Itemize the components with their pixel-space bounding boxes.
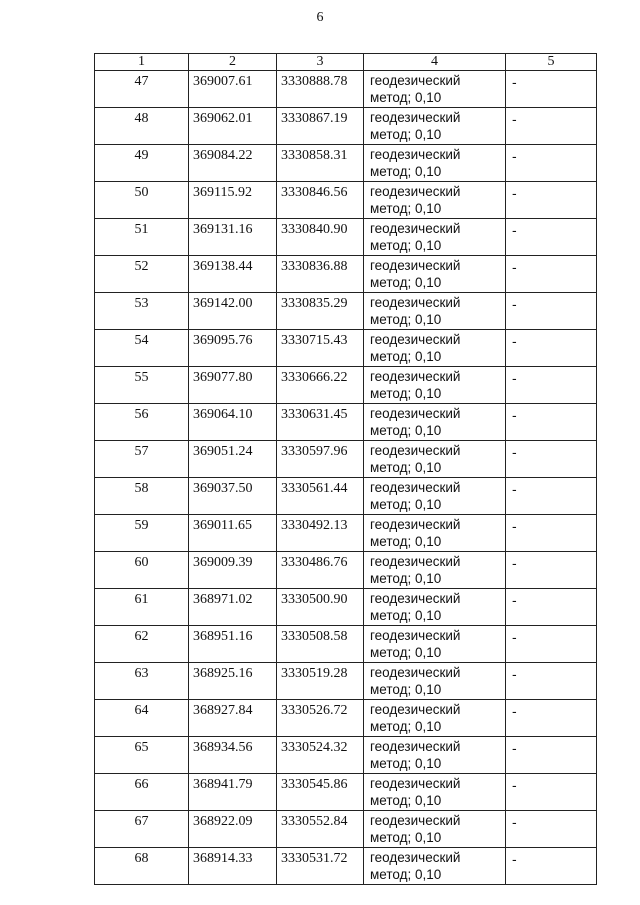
method-name: геодезический xyxy=(370,369,461,384)
method-cell xyxy=(364,626,506,663)
table-row xyxy=(95,145,597,182)
error-cell: - xyxy=(506,330,597,367)
table-row xyxy=(95,182,597,219)
error-cell: - xyxy=(506,737,597,774)
table-row xyxy=(95,589,597,626)
y-coordinate-cell: 3330552.84 xyxy=(277,811,364,848)
method-cell xyxy=(364,478,506,515)
point-number-cell: 58 xyxy=(95,478,189,515)
table-row xyxy=(95,478,597,515)
header-cell-1: 1 xyxy=(95,54,189,71)
point-number-cell: 54 xyxy=(95,330,189,367)
y-coordinate-cell: 3330867.19 xyxy=(277,108,364,145)
table-row xyxy=(95,663,597,700)
point-number-cell: 51 xyxy=(95,219,189,256)
point-number-cell: 53 xyxy=(95,293,189,330)
method-accuracy: метод; 0,10 xyxy=(370,719,442,734)
y-coordinate-cell: 3330597.96 xyxy=(277,441,364,478)
method-cell xyxy=(364,737,506,774)
table-row xyxy=(95,404,597,441)
method-cell xyxy=(364,182,506,219)
method-name: геодезический xyxy=(370,480,461,495)
method-name: геодезический xyxy=(370,739,461,754)
table-row xyxy=(95,774,597,811)
error-cell: - xyxy=(506,145,597,182)
method-accuracy: метод; 0,10 xyxy=(370,201,442,216)
point-number-cell: 55 xyxy=(95,367,189,404)
method-name: геодезический xyxy=(370,591,461,606)
x-coordinate-cell: 368934.56 xyxy=(189,737,277,774)
x-coordinate-cell: 369037.50 xyxy=(189,478,277,515)
x-coordinate-cell: 368914.33 xyxy=(189,848,277,885)
method-accuracy: метод; 0,10 xyxy=(370,608,442,623)
method-cell xyxy=(364,71,506,108)
x-coordinate-cell: 368927.84 xyxy=(189,700,277,737)
table-row xyxy=(95,515,597,552)
error-cell: - xyxy=(506,700,597,737)
header-cell-3: 3 xyxy=(277,54,364,71)
error-cell: - xyxy=(506,478,597,515)
method-accuracy: метод; 0,10 xyxy=(370,386,442,401)
point-number-cell: 49 xyxy=(95,145,189,182)
method-accuracy: метод; 0,10 xyxy=(370,90,442,105)
table-row xyxy=(95,552,597,589)
y-coordinate-cell: 3330840.90 xyxy=(277,219,364,256)
x-coordinate-cell: 369077.80 xyxy=(189,367,277,404)
method-cell xyxy=(364,663,506,700)
table-row xyxy=(95,219,597,256)
x-coordinate-cell: 369051.24 xyxy=(189,441,277,478)
method-accuracy: метод; 0,10 xyxy=(370,756,442,771)
error-cell: - xyxy=(506,811,597,848)
method-cell xyxy=(364,700,506,737)
y-coordinate-cell: 3330531.72 xyxy=(277,848,364,885)
method-accuracy: метод; 0,10 xyxy=(370,349,442,364)
error-cell: - xyxy=(506,552,597,589)
table-row xyxy=(95,441,597,478)
error-cell: - xyxy=(506,515,597,552)
y-coordinate-cell: 3330519.28 xyxy=(277,663,364,700)
method-name: геодезический xyxy=(370,554,461,569)
method-name: геодезический xyxy=(370,147,461,162)
method-accuracy: метод; 0,10 xyxy=(370,830,442,845)
method-name: геодезический xyxy=(370,184,461,199)
header-cell-2: 2 xyxy=(189,54,277,71)
method-name: геодезический xyxy=(370,221,461,236)
method-name: геодезический xyxy=(370,776,461,791)
header-cell-5: 5 xyxy=(506,54,597,71)
table-row xyxy=(95,256,597,293)
method-accuracy: метод; 0,10 xyxy=(370,682,442,697)
point-number-cell: 59 xyxy=(95,515,189,552)
x-coordinate-cell: 368971.02 xyxy=(189,589,277,626)
y-coordinate-cell: 3330888.78 xyxy=(277,71,364,108)
y-coordinate-cell: 3330666.22 xyxy=(277,367,364,404)
coordinates-table xyxy=(94,53,597,885)
header-cell-4: 4 xyxy=(364,54,506,71)
method-cell xyxy=(364,219,506,256)
error-cell: - xyxy=(506,108,597,145)
point-number-cell: 68 xyxy=(95,848,189,885)
table-row xyxy=(95,108,597,145)
point-number-cell: 66 xyxy=(95,774,189,811)
error-cell: - xyxy=(506,663,597,700)
method-cell xyxy=(364,330,506,367)
x-coordinate-cell: 369138.44 xyxy=(189,256,277,293)
method-cell xyxy=(364,515,506,552)
method-accuracy: метод; 0,10 xyxy=(370,793,442,808)
error-cell: - xyxy=(506,774,597,811)
method-accuracy: метод; 0,10 xyxy=(370,423,442,438)
method-cell xyxy=(364,293,506,330)
y-coordinate-cell: 3330508.58 xyxy=(277,626,364,663)
error-cell: - xyxy=(506,256,597,293)
x-coordinate-cell: 368951.16 xyxy=(189,626,277,663)
error-cell: - xyxy=(506,404,597,441)
method-accuracy: метод; 0,10 xyxy=(370,127,442,142)
method-name: геодезический xyxy=(370,665,461,680)
x-coordinate-cell: 369062.01 xyxy=(189,108,277,145)
table-row xyxy=(95,367,597,404)
y-coordinate-cell: 3330526.72 xyxy=(277,700,364,737)
y-coordinate-cell: 3330486.76 xyxy=(277,552,364,589)
x-coordinate-cell: 369115.92 xyxy=(189,182,277,219)
error-cell: - xyxy=(506,293,597,330)
method-accuracy: метод; 0,10 xyxy=(370,312,442,327)
error-cell: - xyxy=(506,71,597,108)
table-row xyxy=(95,626,597,663)
method-cell xyxy=(364,774,506,811)
method-cell xyxy=(364,441,506,478)
point-number-cell: 50 xyxy=(95,182,189,219)
x-coordinate-cell: 369131.16 xyxy=(189,219,277,256)
table-row xyxy=(95,848,597,885)
point-number-cell: 60 xyxy=(95,552,189,589)
table-row xyxy=(95,737,597,774)
point-number-cell: 64 xyxy=(95,700,189,737)
x-coordinate-cell: 369064.10 xyxy=(189,404,277,441)
method-accuracy: метод; 0,10 xyxy=(370,164,442,179)
method-cell xyxy=(364,367,506,404)
method-accuracy: метод; 0,10 xyxy=(370,571,442,586)
method-cell xyxy=(364,145,506,182)
method-name: геодезический xyxy=(370,406,461,421)
x-coordinate-cell: 369142.00 xyxy=(189,293,277,330)
point-number-cell: 48 xyxy=(95,108,189,145)
method-accuracy: метод; 0,10 xyxy=(370,534,442,549)
point-number-cell: 62 xyxy=(95,626,189,663)
table-row xyxy=(95,700,597,737)
x-coordinate-cell: 369095.76 xyxy=(189,330,277,367)
table-body xyxy=(95,71,597,885)
error-cell: - xyxy=(506,848,597,885)
header-row xyxy=(95,54,597,71)
y-coordinate-cell: 3330631.45 xyxy=(277,404,364,441)
error-cell: - xyxy=(506,219,597,256)
point-number-cell: 56 xyxy=(95,404,189,441)
method-accuracy: метод; 0,10 xyxy=(370,460,442,475)
y-coordinate-cell: 3330524.32 xyxy=(277,737,364,774)
method-name: геодезический xyxy=(370,813,461,828)
error-cell: - xyxy=(506,367,597,404)
method-accuracy: метод; 0,10 xyxy=(370,497,442,512)
method-name: геодезический xyxy=(370,332,461,347)
table-row xyxy=(95,71,597,108)
point-number-cell: 47 xyxy=(95,71,189,108)
method-name: геодезический xyxy=(370,702,461,717)
method-name: геодезический xyxy=(370,443,461,458)
page-number: 6 xyxy=(316,10,324,25)
point-number-cell: 52 xyxy=(95,256,189,293)
y-coordinate-cell: 3330715.43 xyxy=(277,330,364,367)
x-coordinate-cell: 368925.16 xyxy=(189,663,277,700)
table-row xyxy=(95,330,597,367)
method-cell xyxy=(364,552,506,589)
error-cell: - xyxy=(506,589,597,626)
method-cell xyxy=(364,404,506,441)
method-name: геодезический xyxy=(370,110,461,125)
y-coordinate-cell: 3330500.90 xyxy=(277,589,364,626)
method-accuracy: метод; 0,10 xyxy=(370,275,442,290)
method-accuracy: метод; 0,10 xyxy=(370,867,442,882)
y-coordinate-cell: 3330846.56 xyxy=(277,182,364,219)
x-coordinate-cell: 369011.65 xyxy=(189,515,277,552)
point-number-cell: 65 xyxy=(95,737,189,774)
table-row xyxy=(95,811,597,848)
method-name: геодезический xyxy=(370,628,461,643)
x-coordinate-cell: 369007.61 xyxy=(189,71,277,108)
x-coordinate-cell: 368941.79 xyxy=(189,774,277,811)
y-coordinate-cell: 3330836.88 xyxy=(277,256,364,293)
method-accuracy: метод; 0,10 xyxy=(370,645,442,660)
x-coordinate-cell: 369084.22 xyxy=(189,145,277,182)
error-cell: - xyxy=(506,441,597,478)
method-cell xyxy=(364,256,506,293)
y-coordinate-cell: 3330561.44 xyxy=(277,478,364,515)
x-coordinate-cell: 369009.39 xyxy=(189,552,277,589)
y-coordinate-cell: 3330545.86 xyxy=(277,774,364,811)
table-row xyxy=(95,293,597,330)
point-number-cell: 61 xyxy=(95,589,189,626)
point-number-cell: 57 xyxy=(95,441,189,478)
method-name: геодезический xyxy=(370,295,461,310)
point-number-cell: 63 xyxy=(95,663,189,700)
method-name: геодезический xyxy=(370,517,461,532)
method-cell xyxy=(364,811,506,848)
method-cell xyxy=(364,108,506,145)
y-coordinate-cell: 3330835.29 xyxy=(277,293,364,330)
y-coordinate-cell: 3330492.13 xyxy=(277,515,364,552)
method-name: геодезический xyxy=(370,850,461,865)
x-coordinate-cell: 368922.09 xyxy=(189,811,277,848)
y-coordinate-cell: 3330858.31 xyxy=(277,145,364,182)
error-cell: - xyxy=(506,626,597,663)
point-number-cell: 67 xyxy=(95,811,189,848)
method-cell xyxy=(364,848,506,885)
method-name: геодезический xyxy=(370,73,461,88)
method-name: геодезический xyxy=(370,258,461,273)
method-accuracy: метод; 0,10 xyxy=(370,238,442,253)
error-cell: - xyxy=(506,182,597,219)
method-cell xyxy=(364,589,506,626)
